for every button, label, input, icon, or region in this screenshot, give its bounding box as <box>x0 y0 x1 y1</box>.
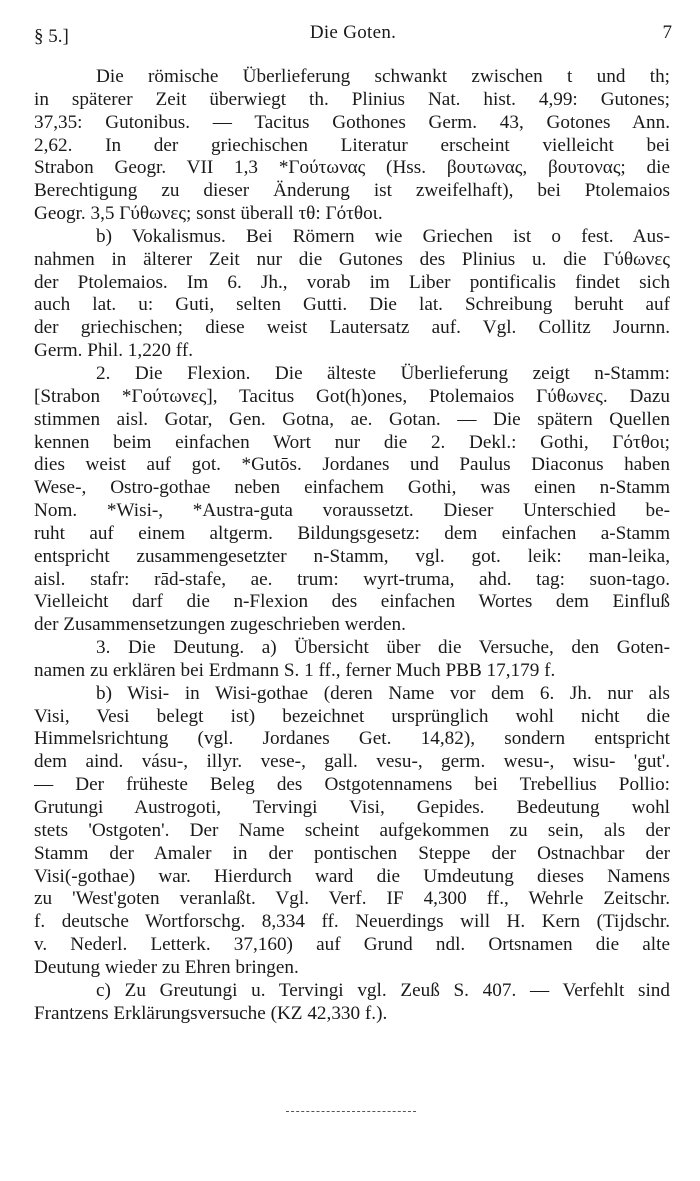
text-line: 2,62. In der griechischen Literatur erscheint vielleicht bei <box>34 134 670 156</box>
text-line: namen zu erklären bei Erdmann S. 1 ff., ferner Much PBB 17,179 f. <box>34 659 556 681</box>
section-marker: § 5.] <box>34 26 69 47</box>
text-line: 2. Die Flexion. Die älteste Überlieferung zeigt n-Stamm: <box>96 362 670 384</box>
text-line: c) Zu Greutungi u. Tervingi vgl. Zeuß S. 407. — Verfehlt sind <box>96 979 670 1001</box>
running-head <box>34 20 672 46</box>
text-line: der Ptolemaios. Im 6. Jh., vorab im Liber pontificalis findet sich <box>34 271 670 293</box>
text-line: dem aind. vásu-, illyr. vese-, gall. vesu-, germ. wesu-, wisu- 'gut'. <box>34 751 670 773</box>
text-line: [Strabon *Γούτωνες], Tacitus Got(h)ones, Ptolemaios Γύθωνες. Dazu <box>34 385 670 407</box>
text-line: kennen beim einfachen Wort nur die 2. Dekl.: Gothi, Γότθοι; <box>34 431 670 453</box>
text-line: b) Vokalismus. Bei Römern wie Griechen ist o fest. Aus- <box>96 225 670 247</box>
text-line: f. deutsche Wortforschg. 8,334 ff. Neuerdings will H. Kern (Tijdschr. <box>34 911 670 933</box>
text-line: dies weist auf got. *Gutōs. Jordanes und Paulus Diaconus haben <box>34 454 670 476</box>
text-line: 37,35: Gutonibus. — Tacitus Gothones Germ. 43, Gotones Ann. <box>34 111 670 133</box>
text-line: Visi(-gothae) war. Hierdurch ward die Umdeutung dieses Namens <box>34 865 670 887</box>
text-line: b) Wisi- in Wisi-gothae (deren Name vor dem 6. Jh. nur als <box>96 682 670 704</box>
footer-rule <box>286 1111 416 1112</box>
text-line: der griechischen; diese weist Lautersatz auf. Vgl. Collitz Journn. <box>34 317 670 339</box>
text-line: Berechtigung zu dieser Änderung ist zweifelhaft), bei Ptolemaios <box>34 180 670 202</box>
text-line: Strabon Geogr. VII 1,3 *Γούτωνας (Hss. βουτωνας, βουτονας; die <box>34 157 670 179</box>
text-line: Himmelsrichtung (vgl. Jordanes Get. 14,82), sondern entspricht <box>34 728 670 750</box>
text-line: ruht auf einem altgerm. Bildungsgesetz: dem einfachen a-Stamm <box>34 522 670 544</box>
text-line: Deutung wieder zu Ehren bringen. <box>34 956 299 978</box>
body-text <box>34 66 670 1025</box>
text-line: aisl. stafr: rād-stafe, ae. trum: wyrt-truma, ahd. tag: suon-tago. <box>34 568 670 590</box>
text-line: Frantzens Erklärungsversuche (KZ 42,330 f.). <box>34 1002 388 1024</box>
text-line: Wese-, Ostro-gothae neben einfachem Gothi, was einen n-Stamm <box>34 477 670 499</box>
text-line: in späterer Zeit überwiegt th. Plinius Nat. hist. 4,99: Gutones; <box>34 88 670 110</box>
text-line: — Der früheste Beleg des Ostgotennamens bei Trebellius Pollio: <box>34 774 670 796</box>
text-line: entspricht zusammengesetzter n-Stamm, vgl. got. leik: man-leika, <box>34 545 670 567</box>
page-title: Die Goten. <box>309 22 397 43</box>
text-line: Stamm der Amaler in der pontischen Steppe der Ostnachbar der <box>34 842 670 864</box>
text-line: zu 'West'goten veranlaßt. Vgl. Verf. IF 4,300 ff., Wehrle Zeitschr. <box>34 888 670 910</box>
text-line: auch lat. u: Guti, selten Gutti. Die lat. Schreibung beruht auf <box>34 294 670 316</box>
text-line: Geogr. 3,5 Γύθωνες; sonst überall τθ: Γότθοι. <box>34 203 383 225</box>
text-line: v. Nederl. Letterk. 37,160) auf Grund ndl. Ortsnamen die alte <box>34 934 670 956</box>
page-number: 7 <box>662 22 672 43</box>
text-line: stets 'Ostgoten'. Der Name scheint aufgekommen zu sein, als der <box>34 819 670 841</box>
text-line: stimmen aisl. Gotar, Gen. Gotna, ae. Gotan. — Die spätern Quellen <box>34 408 670 430</box>
text-line: Germ. Phil. 1,220 ff. <box>34 340 193 362</box>
text-line: Vielleicht darf die n-Flexion des einfachen Wortes dem Einfluß <box>34 591 670 613</box>
text-line: Nom. *Wisi-, *Austra-guta voraussetzt. Dieser Unterschied be- <box>34 500 670 522</box>
text-line: Grutungi Austrogoti, Tervingi Visi, Gepides. Bedeutung wohl <box>34 797 670 818</box>
text-line: nahmen in älterer Zeit nur die Gutones des Plinius u. die Γύθωνες <box>34 248 670 270</box>
text-line: der Zusammensetzungen zugeschrieben werden. <box>34 614 406 636</box>
text-line: Visi, Vesi belegt ist) bezeichnet ursprünglich wohl nicht die <box>34 705 670 727</box>
text-line: 3. Die Deutung. a) Übersicht über die Versuche, den Goten- <box>96 637 670 659</box>
text-line: Die römische Überlieferung schwankt zwischen t und th; <box>96 66 670 87</box>
